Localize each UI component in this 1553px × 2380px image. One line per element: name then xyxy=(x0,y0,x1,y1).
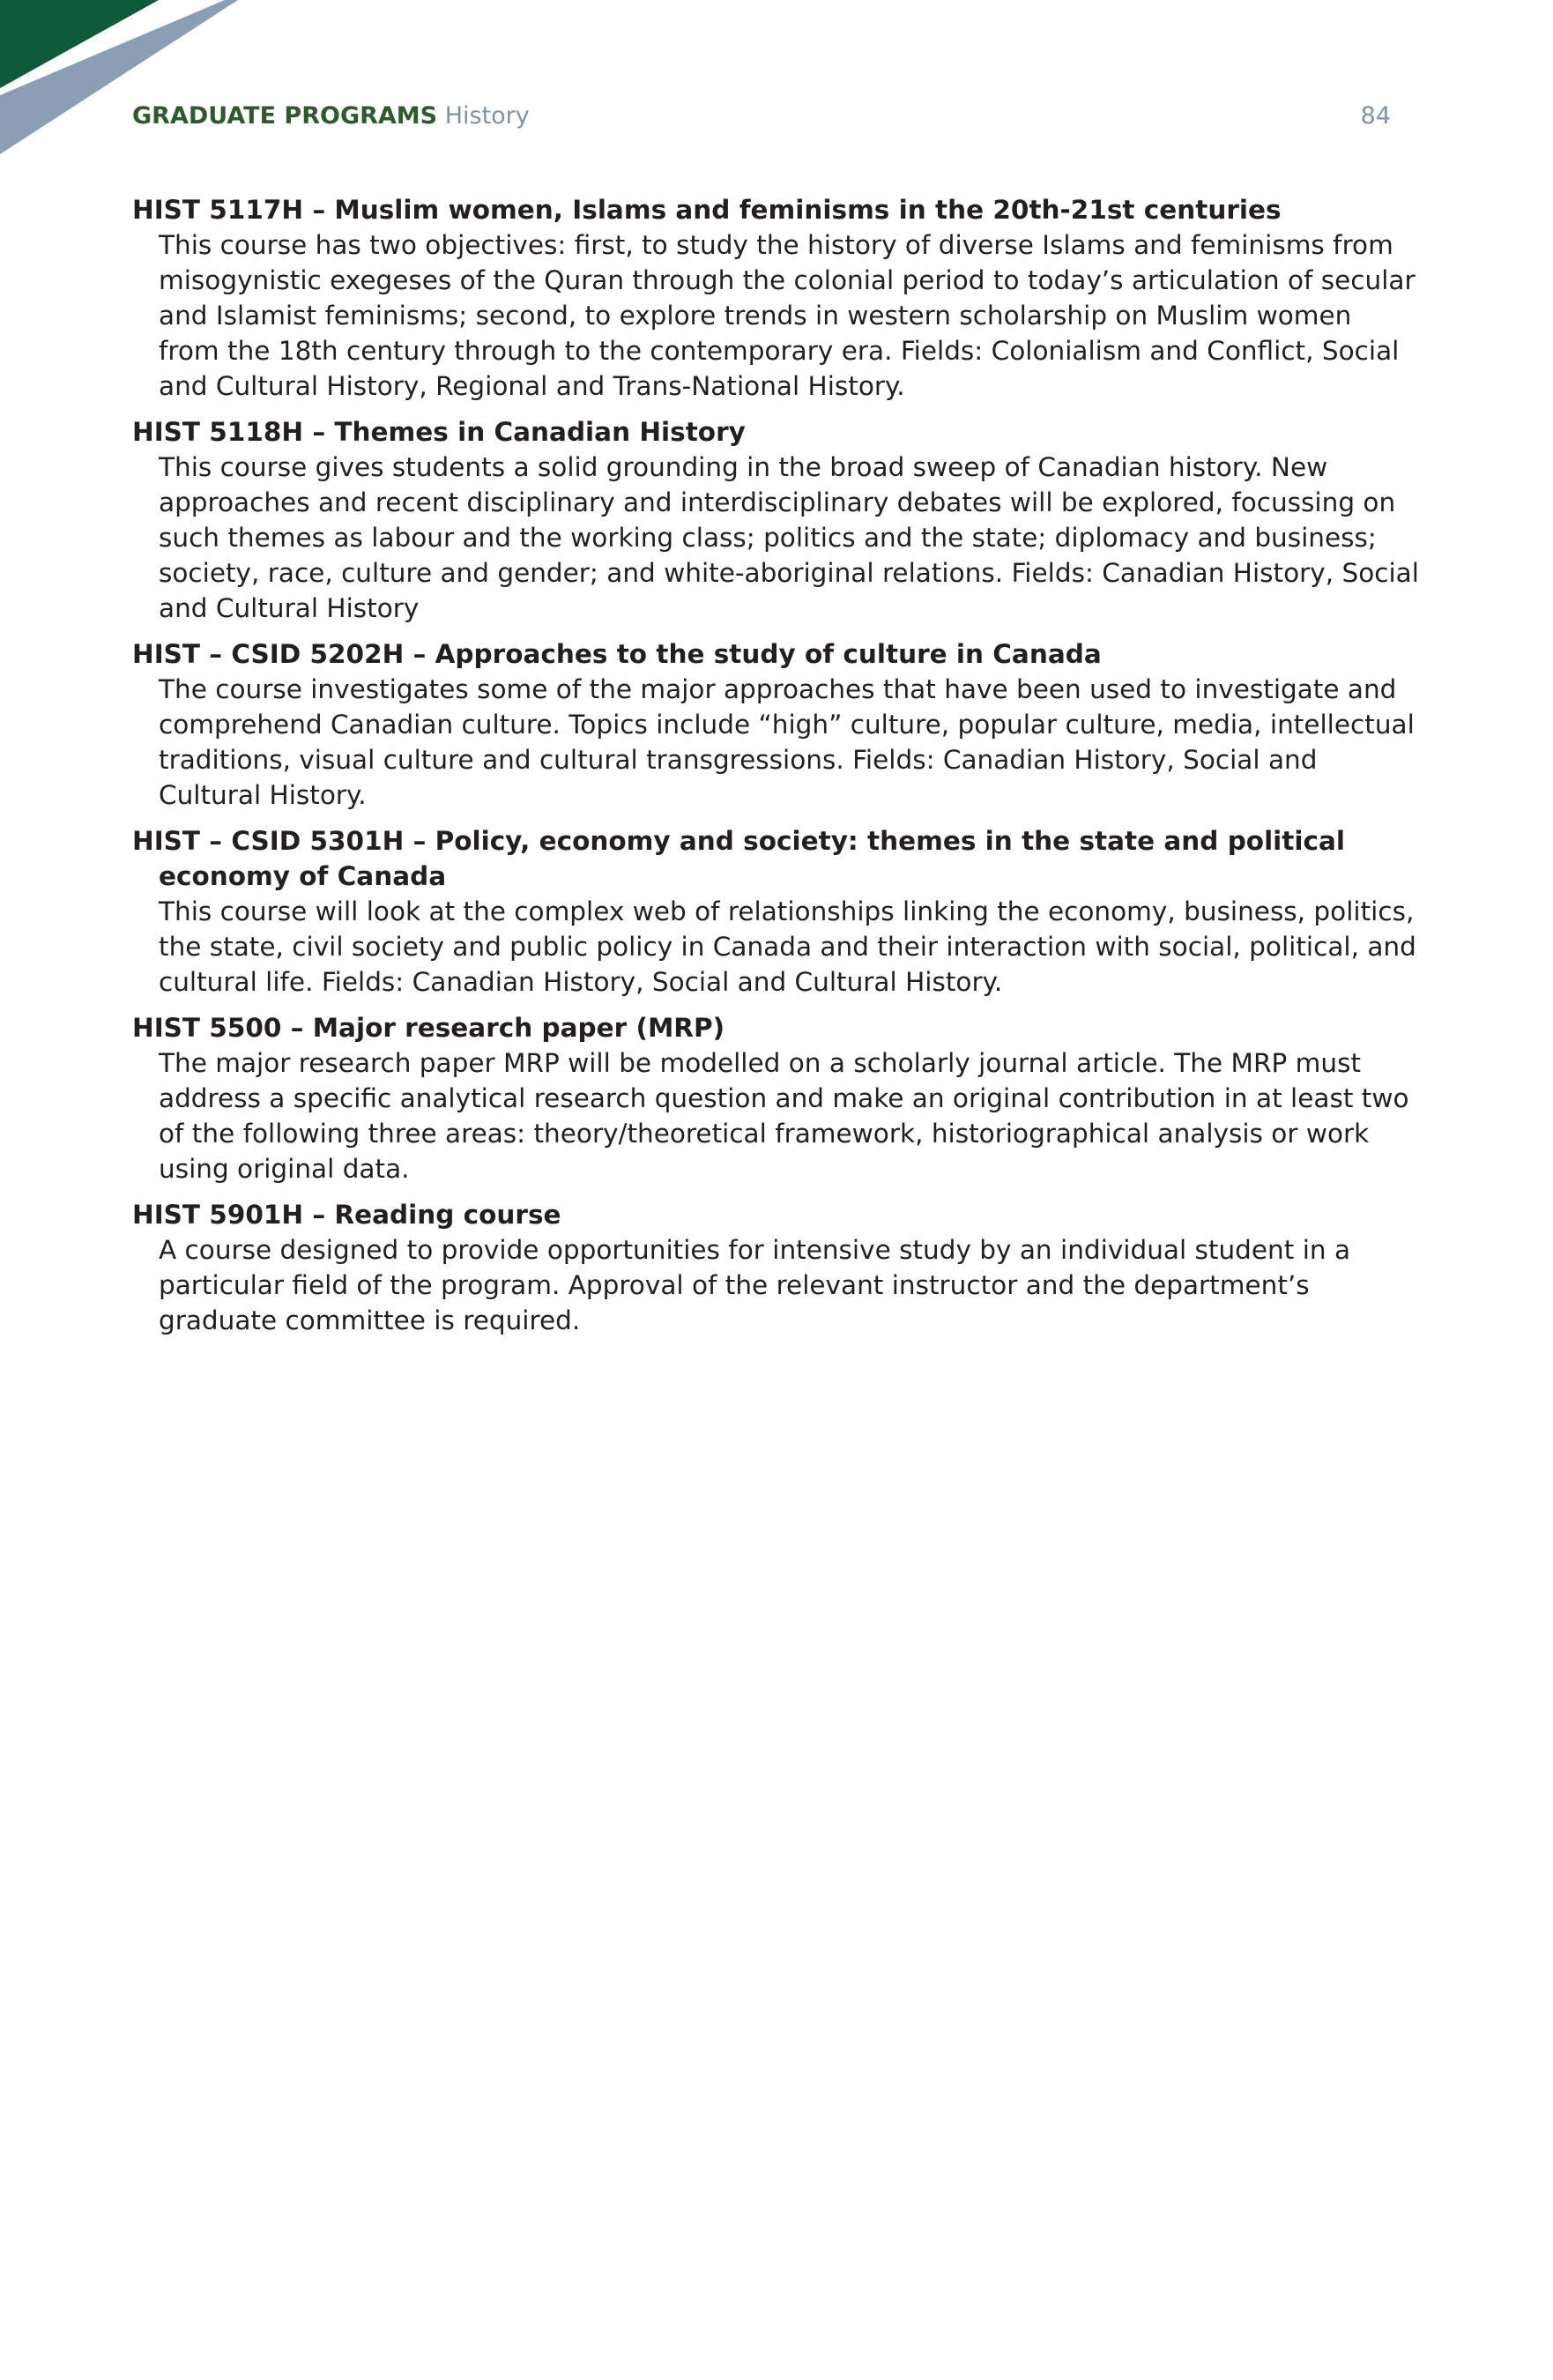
course-description: This course will look at the complex web of relationships linking the economy, business, politics, the state, civil society and public policy in Canada and their interaction with social, political, and cultural life. Fields: Canadian History, Social and Cultural History. xyxy=(159,896,1416,997)
course-title: HIST 5117H – Muslim women, Islams and feminisms in the 20th-21st centuries xyxy=(132,195,1282,225)
course-description: This course gives students a solid grounding in the broad sweep of Canadian history. New approaches and recent disciplinary and interdisciplinary debates will be explored, focussing on such themes as labour and the working class; politics and the state; diplomacy and business; society, race, culture and gender; and white-aboriginal relations. Fields: Canadian History, Social and Cultural History xyxy=(159,452,1419,623)
course-title: HIST 5118H – Themes in Canadian History xyxy=(132,417,746,447)
header-section: GRADUATE PROGRAMS xyxy=(132,102,438,130)
course-title: HIST 5500 – Major research paper (MRP) xyxy=(132,1013,725,1043)
page-number: 84 xyxy=(1360,102,1391,130)
course-title: HIST – CSID 5301H – Policy, economy and society: themes in the state and political economy of Canada xyxy=(132,826,1346,891)
course-entry xyxy=(132,414,1419,626)
course-entry xyxy=(132,192,1419,404)
corner-decoration xyxy=(0,0,264,167)
course-entry xyxy=(132,823,1419,1000)
course-description: A course designed to provide opportunities for intensive study by an individual student in a particular field of the program. Approval of the relevant instructor and the department’s graduate committee is required. xyxy=(159,1235,1351,1335)
course-entry xyxy=(132,1197,1419,1338)
course-description: The course investigates some of the major approaches that have been used to investigate and comprehend Canadian culture. Topics include “high” culture, popular culture, media, intellectual traditions, visual culture and cultural transgressions. Fields: Canadian History, Social and Cultural History. xyxy=(159,674,1415,810)
course-list xyxy=(132,192,1419,1349)
header-subsection: History xyxy=(444,102,530,130)
course-description: The major research paper MRP will be modelled on a scholarly journal article. The MRP must address a specific analytical research question and make an original contribution in at least two of the following three areas: theory/theoretical framework, historiographical analysis or work using original data. xyxy=(159,1048,1409,1184)
course-title: HIST 5901H – Reading course xyxy=(132,1200,561,1230)
course-description: This course has two objectives: first, to study the history of diverse Islams and feminisms from misogynistic exegeses of the Quran through the colonial period to today’s articulation of secular and Islamist feminisms; second, to explore trends in western scholarship on Muslim women from the 18th century through to the contemporary era. Fields: Colonialism and Conflict, Social and Cultural History, Regional and Trans-National History. xyxy=(159,230,1416,401)
course-entry xyxy=(132,636,1419,813)
page-header xyxy=(132,99,1391,134)
course-entry xyxy=(132,1010,1419,1186)
course-title: HIST – CSID 5202H – Approaches to the study of culture in Canada xyxy=(132,639,1102,669)
